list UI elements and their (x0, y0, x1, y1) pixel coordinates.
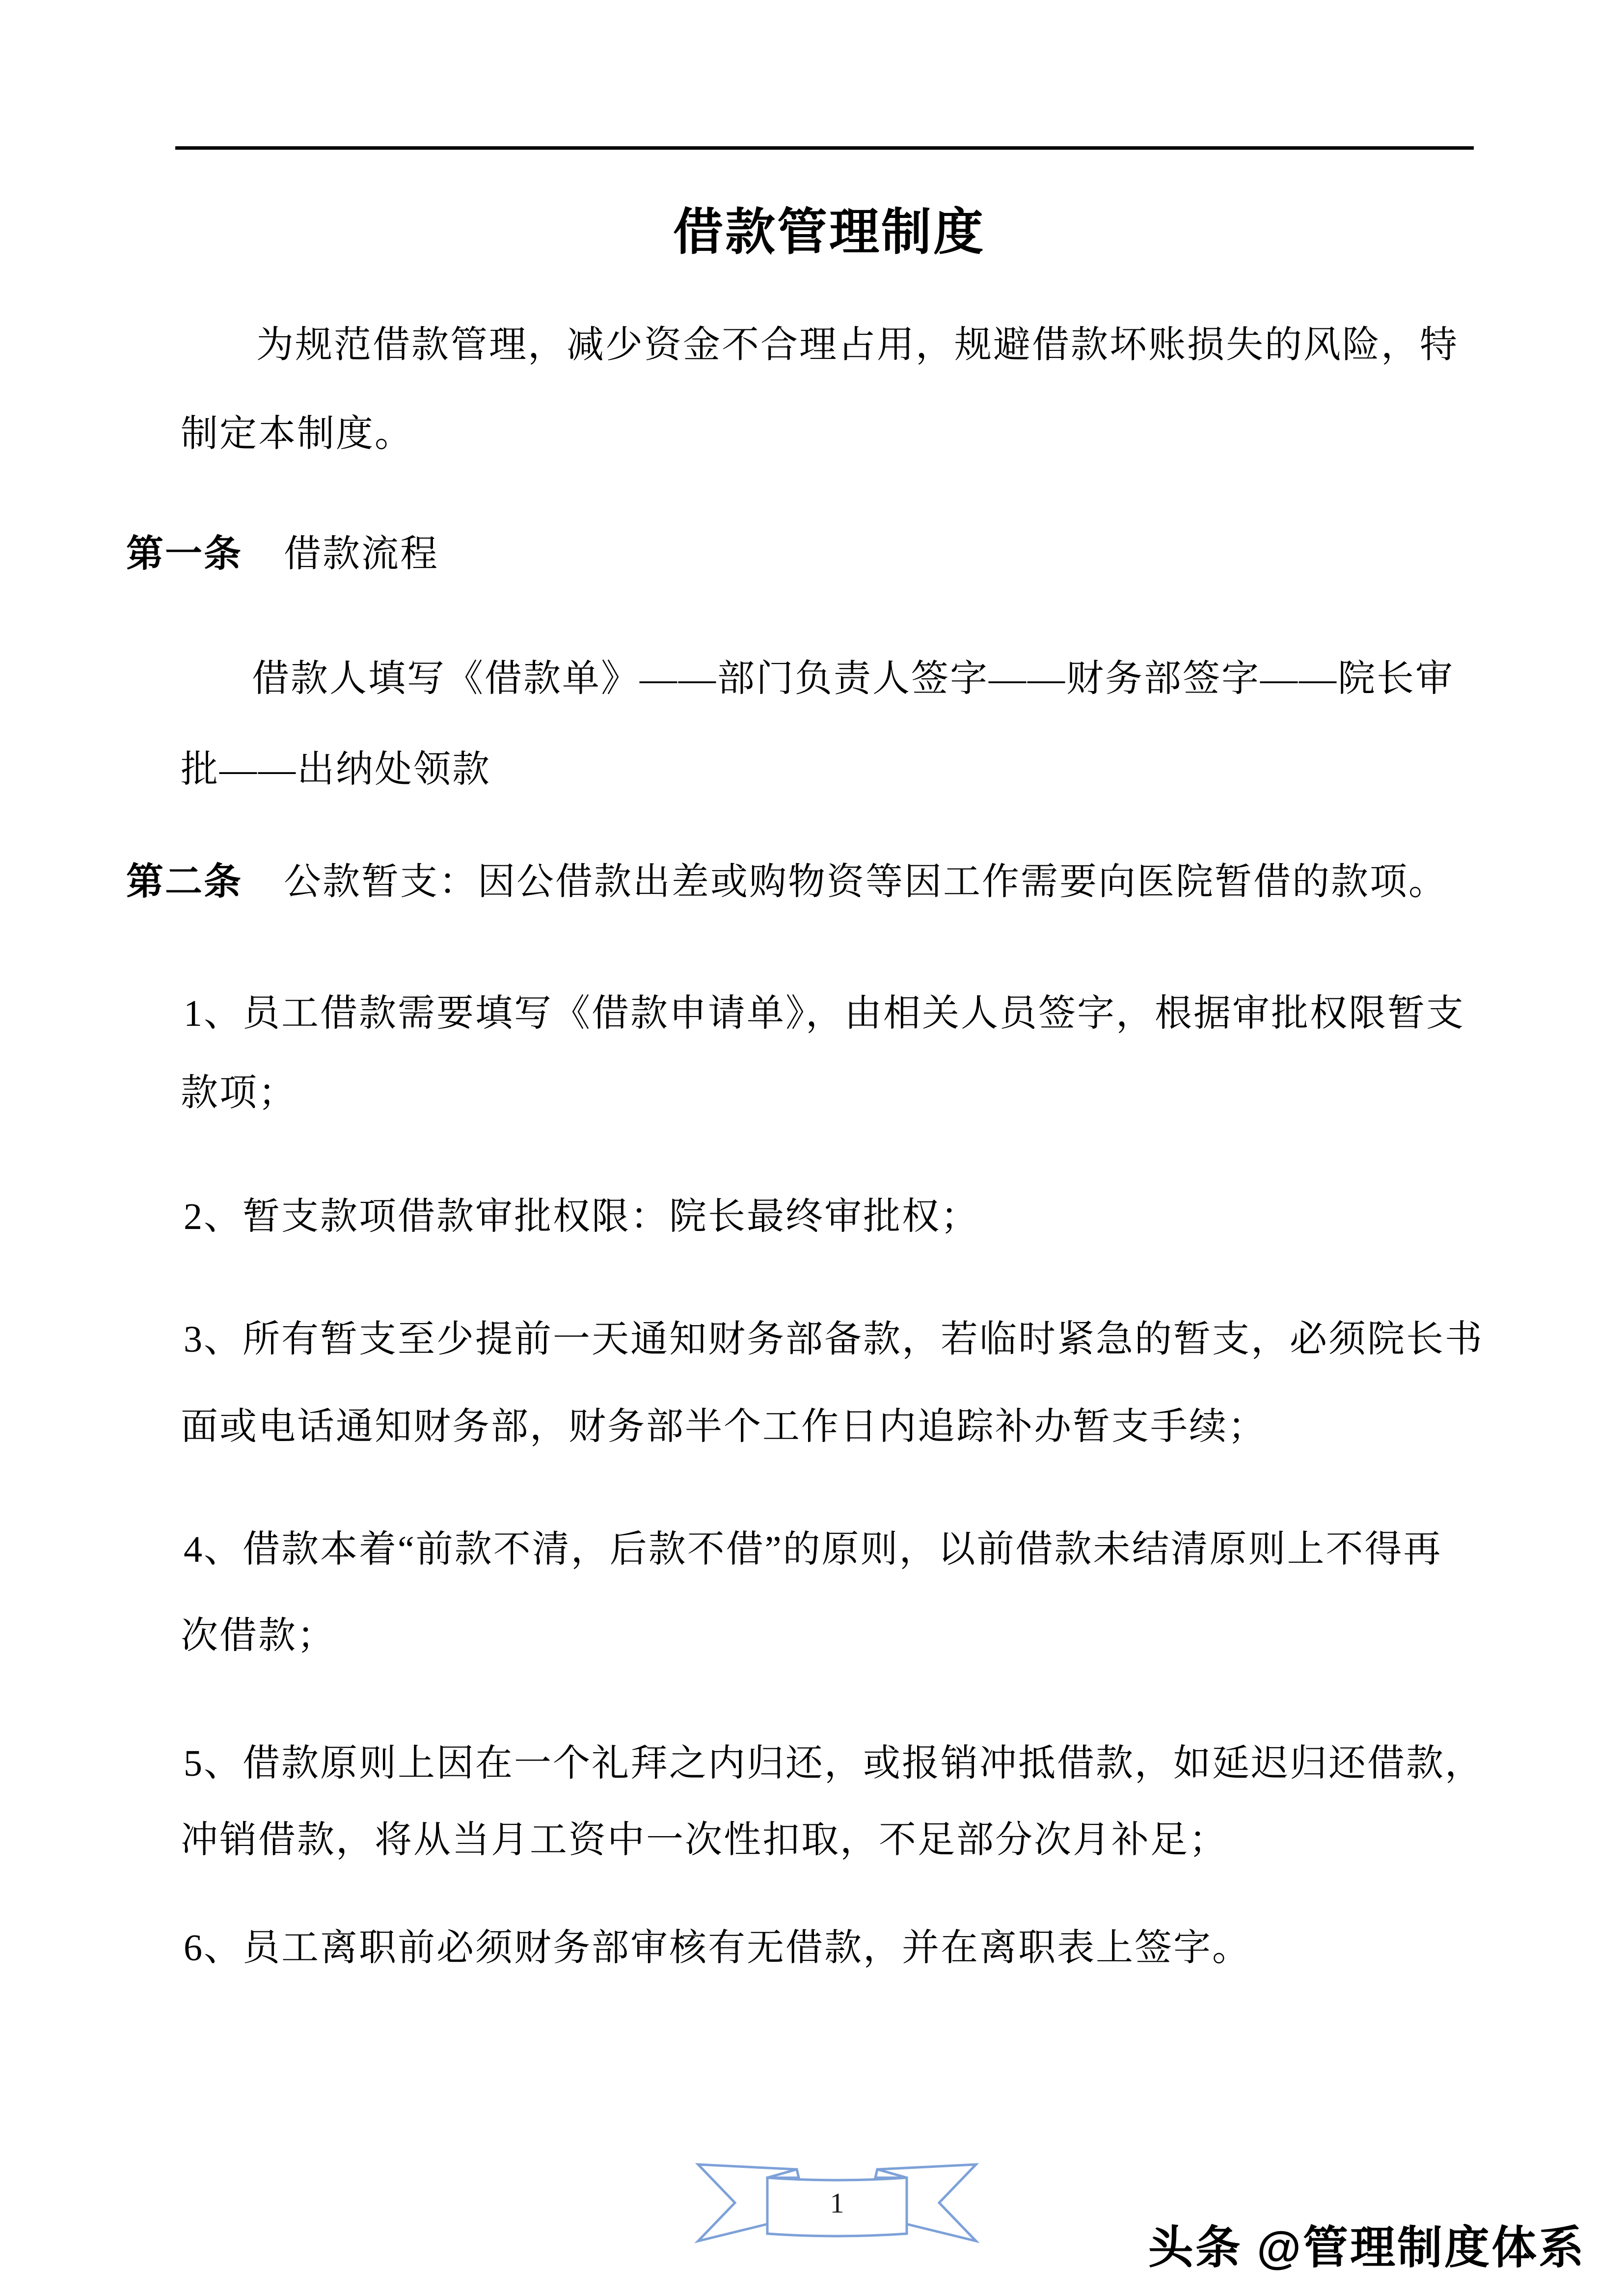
list-item-1: 1、员工借款需要填写《借款申请单》，由相关人员签字，根据审批权限暂支 (184, 993, 1465, 1034)
text-line: 批——出纳处领款 (181, 749, 491, 790)
section-title: 公款暂支：因公借款出差或购物资等因工作需要向医院暂借的款项。 (284, 861, 1447, 903)
text-line: 借款人填写《借款单》——部门负责人签字——财务部签字——院长审 (252, 658, 1454, 699)
section-heading-2 (126, 862, 1447, 902)
page-title: 借款管理制度 (673, 205, 985, 261)
section-number: 第一条 (126, 534, 243, 575)
header-divider (175, 146, 1474, 150)
section-title: 借款流程 (284, 534, 439, 575)
section-number: 第二条 (126, 861, 243, 903)
list-item-2: 2、暂支款项借款审批权限：院长最终审批权； (184, 1196, 979, 1237)
list-item-5: 5、借款原则上因在一个礼拜之内归还，或报销冲抵借款，如延迟归还借款， (184, 1743, 1484, 1784)
text-line: 款项； (181, 1072, 297, 1114)
watermark-text: 头条 @管理制度体系 (1148, 2223, 1586, 2273)
text-line: 制定本制度。 (181, 413, 413, 454)
page-number-ribbon (690, 2159, 979, 2247)
list-item-3: 3、所有暂支至少提前一天通知财务部备款，若临时紧急的暂支，必须院长书 (184, 1319, 1484, 1360)
page-number: 1 (830, 2187, 844, 2219)
section-heading-1 (126, 534, 439, 574)
text-line: 面或电话通知财务部，财务部半个工作日内追踪补办暂支手续； (181, 1406, 1267, 1447)
text-line: 次借款； (181, 1615, 336, 1656)
text-line: 为规范借款管理，减少资金不合理占用，规避借款坏账损失的风险，特 (256, 324, 1459, 366)
list-item-4: 4、借款本着“前款不清，后款不借”的原则，以前借款未结清原则上不得再 (184, 1529, 1442, 1570)
text-line: 冲销借款，将从当月工资中一次性扣取，不足部分次月补足； (181, 1819, 1228, 1861)
list-item-6: 6、员工离职前必须财务部审核有无借款，并在离职表上签字。 (184, 1927, 1251, 1969)
